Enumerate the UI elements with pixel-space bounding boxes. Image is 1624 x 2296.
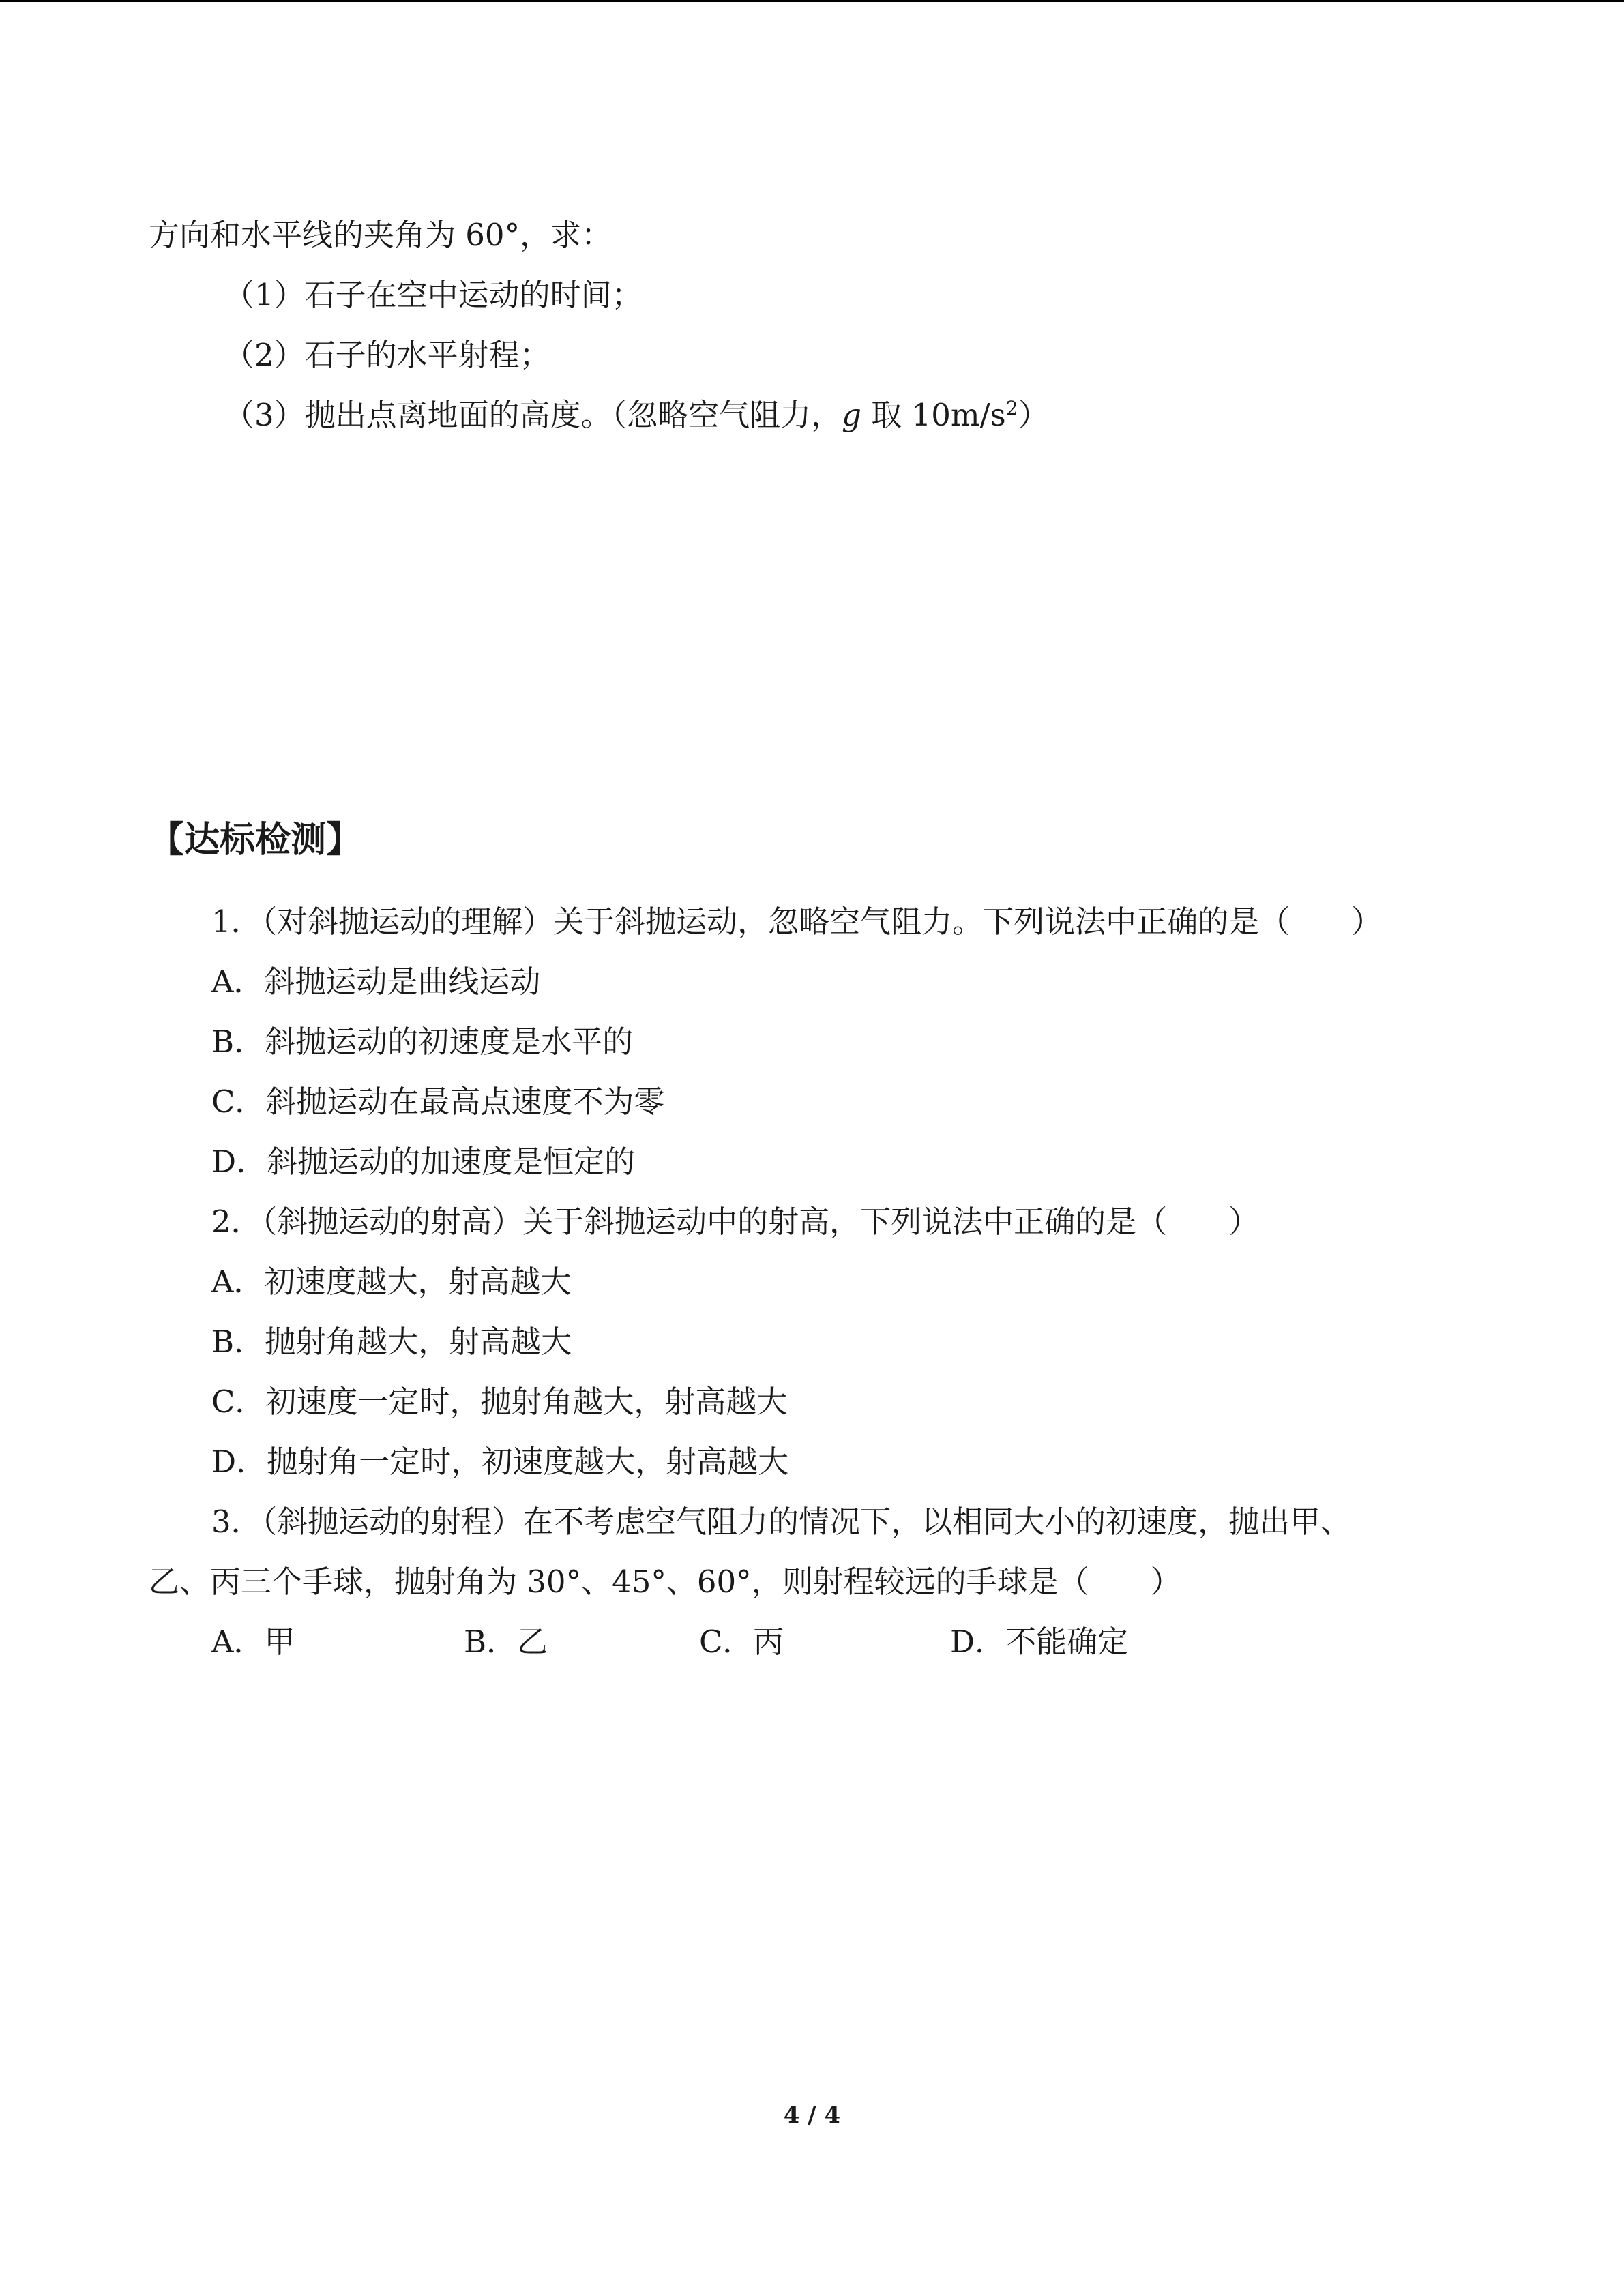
section-title: 【达标检测】: [149, 820, 362, 861]
question-3-option-d: D．不能确定: [950, 1624, 1129, 1660]
top-border-line: [0, 0, 1624, 2]
question-1-option-d: D．斜抛运动的加速度是恒定的: [211, 1144, 636, 1180]
question-2-option-a: A．初速度越大，射高越大: [211, 1264, 572, 1300]
question-3-option-a: A．甲: [211, 1624, 295, 1660]
unit-exponent: 2: [1005, 397, 1018, 419]
gravity-value: 取 10m/s: [861, 397, 1006, 433]
problem-subquestion-2: （2）石子的水平射程；: [224, 337, 550, 373]
problem-intro-line: 方向和水平线的夹角为 60°，求：: [149, 217, 612, 253]
question-2-option-b: B．抛射角越大，射高越大: [211, 1324, 572, 1360]
problem-subquestion-1: （1）石子在空中运动的时间；: [224, 277, 643, 313]
problem-subquestion-3: [224, 395, 1049, 436]
question-3-option-b: B．乙: [464, 1624, 548, 1660]
subquestion-3-close: ）: [1018, 397, 1049, 433]
question-2-stem: 2．（斜抛运动的射高）关于斜抛运动中的射高，下列说法中正确的是（ ）: [211, 1204, 1260, 1240]
gravity-symbol: g: [842, 397, 861, 433]
question-2-option-c: C．初速度一定时，抛射角越大，射高越大: [211, 1384, 788, 1420]
question-1-option-b: B．斜抛运动的初速度是水平的: [211, 1024, 634, 1060]
question-3-option-c: C．丙: [699, 1624, 784, 1660]
subquestion-3-text: （3）抛出点离地面的高度。（忽略空气阻力，: [224, 397, 842, 433]
page-number: 4 / 4: [783, 2102, 841, 2129]
question-3-stem-line-2: 乙、丙三个手球，抛射角为 30°、45°、60°，则射程较远的手球是（ ）: [149, 1564, 1181, 1600]
question-1-option-c: C．斜抛运动在最高点速度不为零: [211, 1084, 665, 1120]
question-3-stem-line-1: 3．（斜抛运动的射程）在不考虑空气阻力的情况下，以相同大小的初速度，抛出甲、: [211, 1504, 1352, 1540]
question-2-option-d: D．抛射角一定时，初速度越大，射高越大: [211, 1444, 789, 1480]
question-1-option-a: A．斜抛运动是曲线运动: [211, 964, 541, 1000]
question-1-stem: 1．（对斜抛运动的理解）关于斜抛运动，忽略空气阻力。下列说法中正确的是（ ）: [211, 904, 1383, 940]
